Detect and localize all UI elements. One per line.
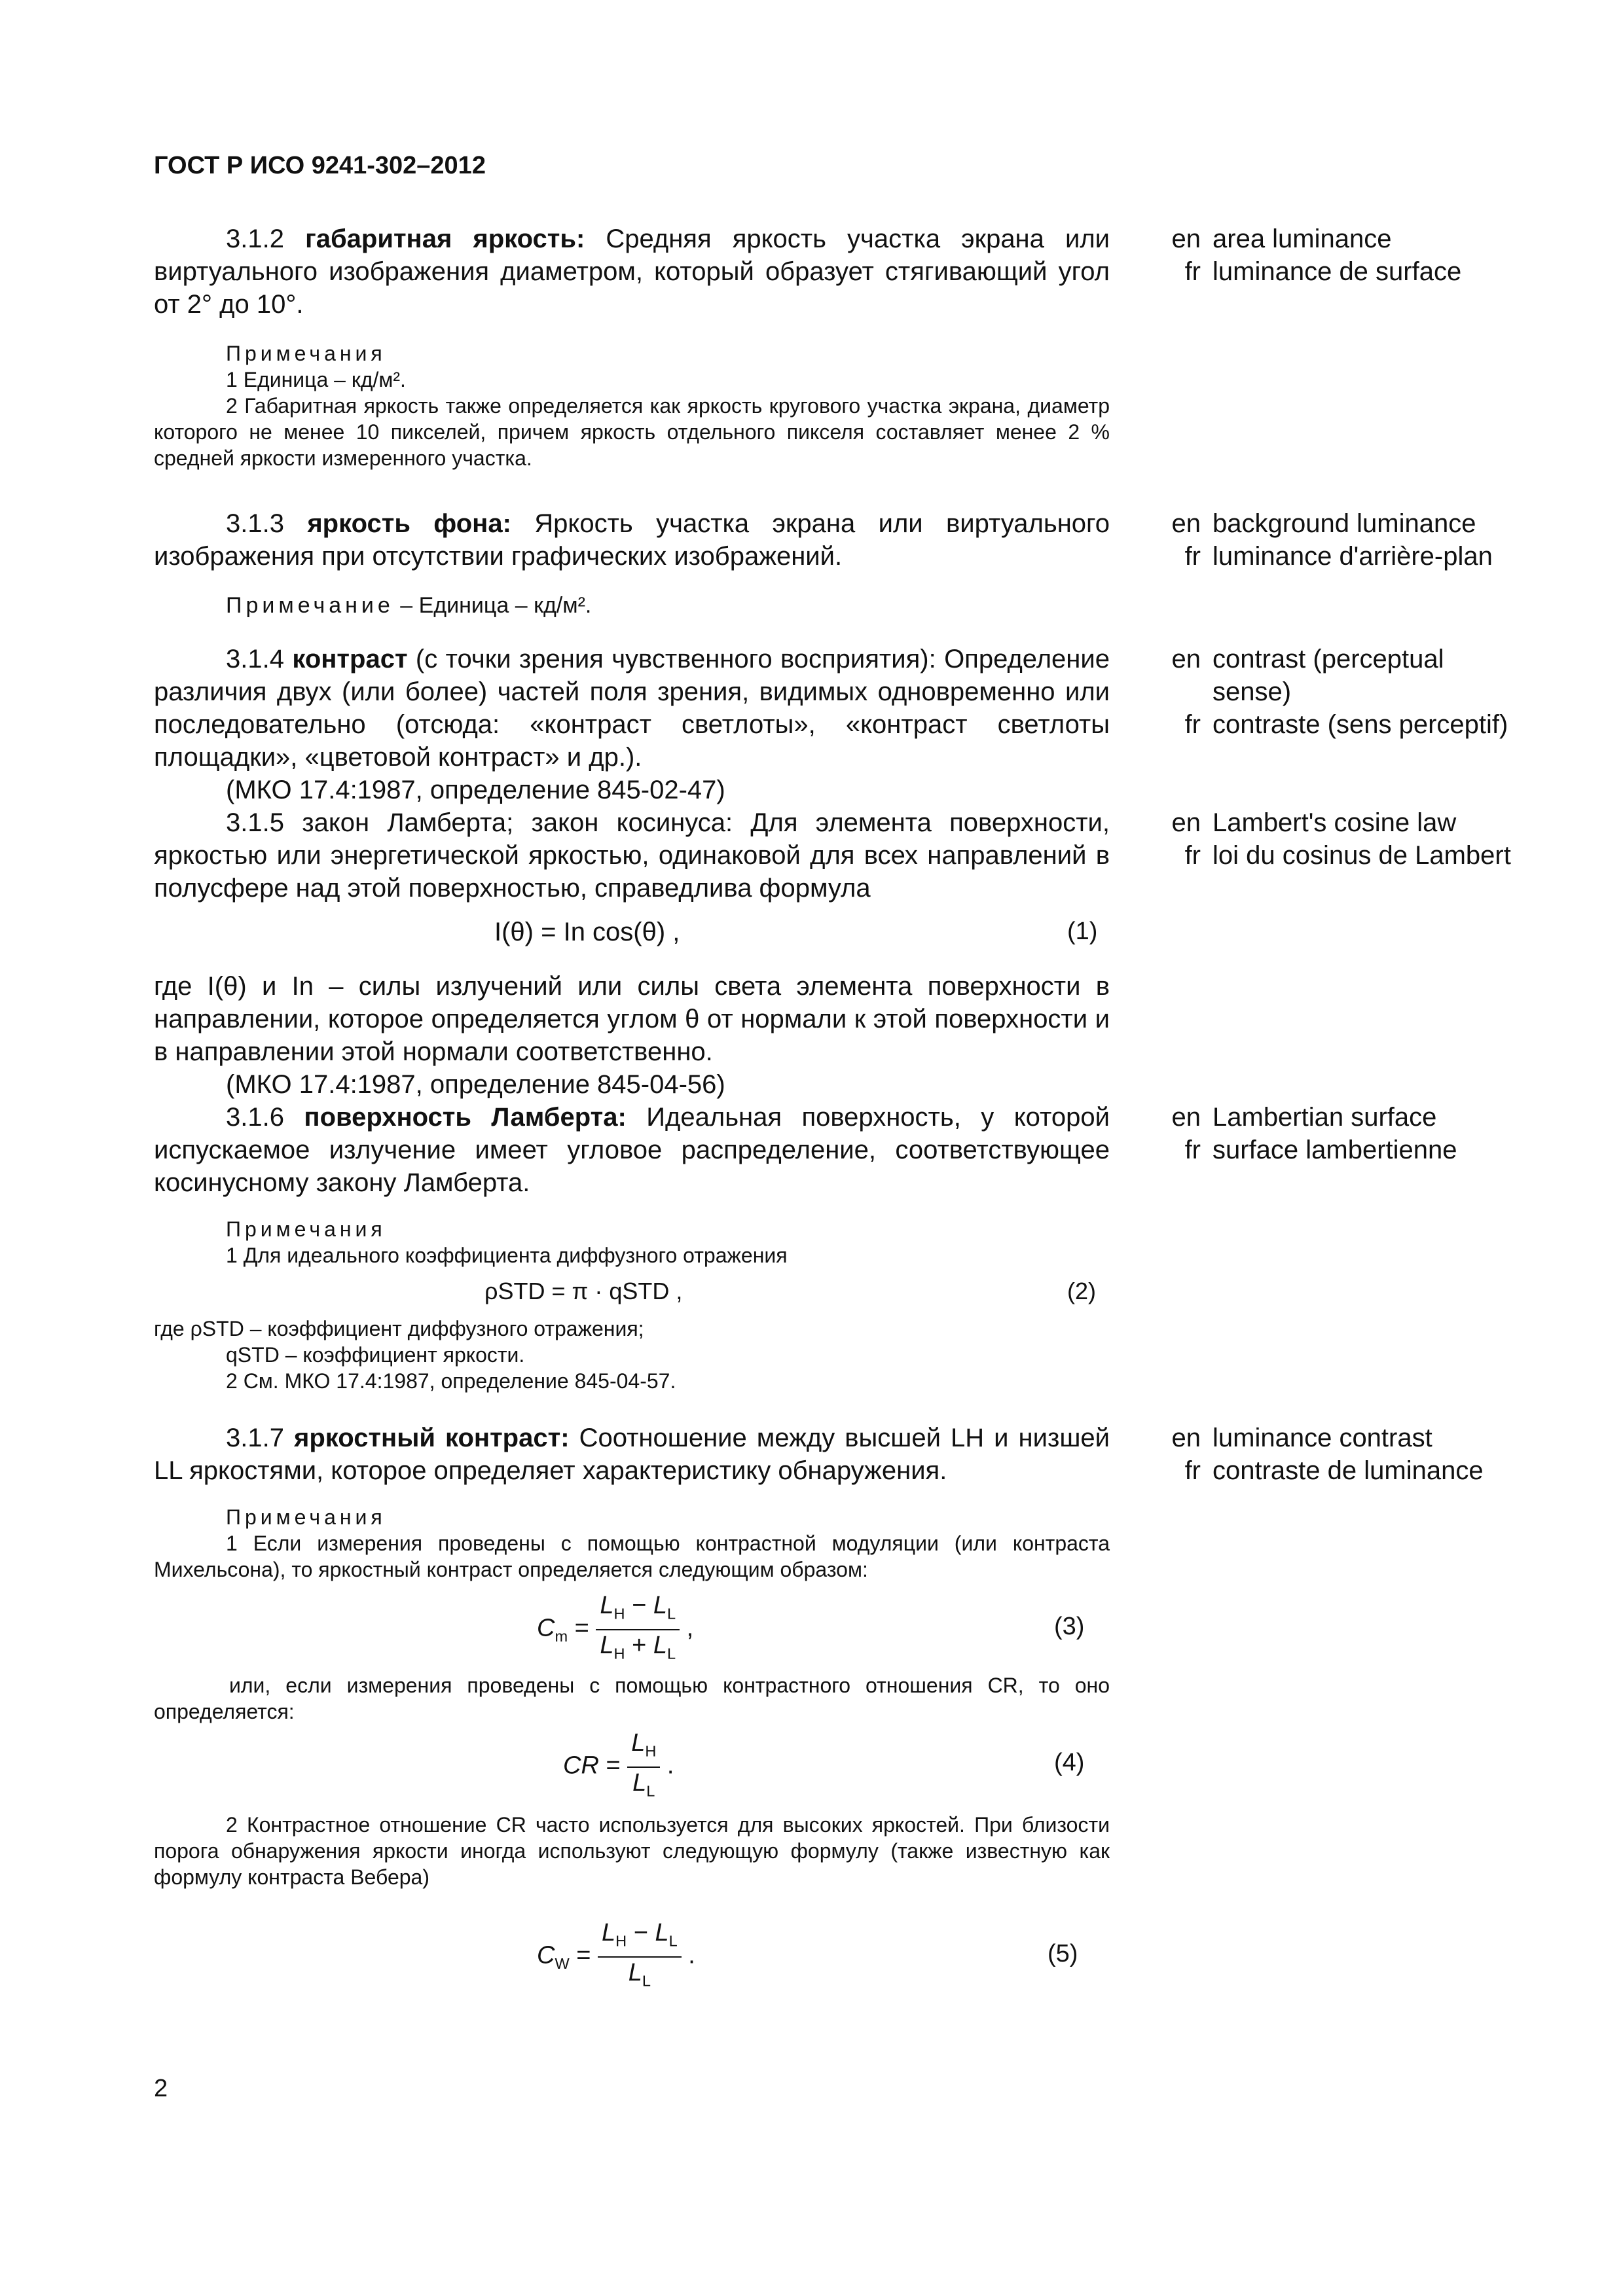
- notes-heading: Примечания: [226, 1505, 386, 1529]
- lang-en-label: en: [1171, 1103, 1201, 1132]
- notes-3-1-6: [154, 1216, 1110, 1268]
- translation-fr: surface lambertienne: [1213, 1136, 1457, 1164]
- term-title: яркостный контраст:: [294, 1424, 570, 1452]
- lang-fr-label: fr: [1184, 841, 1201, 870]
- note-text: – Единица – кд/м².: [400, 593, 592, 618]
- term-definition: Соотношение между высшей LH и низшей LL яркостями, которое определяет характеристику обнаружения.: [154, 1424, 1110, 1485]
- note-1: 1 Единица – кд/м².: [226, 368, 406, 391]
- term-definition: Яркость участка экрана или виртуального изображения при отсутствии графических изображений.: [154, 509, 1110, 571]
- lang-en-label: en: [1171, 808, 1201, 837]
- term-3-1-6: [154, 1101, 1110, 1199]
- notes-3-1-7: [154, 1504, 1110, 1583]
- notes-3-1-6-where: [154, 1316, 1110, 1394]
- term-number: 3.1.5: [226, 808, 284, 837]
- term-definition: Средняя яркость участка экрана или виртуального изображения диаметром, который образует стягивающий угол от 2° до 10°.: [154, 224, 1110, 319]
- term-title: контраст: [292, 645, 408, 673]
- lang-en-label: en: [1171, 224, 1201, 253]
- formula-5: $C_W$ = $\frac{L_H - L_L}{L_L}$ .: [537, 1919, 695, 1990]
- term-number: 3.1.6: [226, 1103, 284, 1132]
- document-header: ГОСТ Р ИСО 9241-302–2012: [154, 152, 486, 179]
- term-3-1-3: [154, 507, 1110, 573]
- lang-fr-label: fr: [1184, 1456, 1201, 1485]
- term-title: габаритная яркость:: [305, 224, 585, 253]
- formula-2: ρSTD = π · qSTD ,: [484, 1278, 683, 1304]
- translations-3-1-7: [1154, 1422, 1520, 1487]
- term-title: яркость фона:: [307, 509, 511, 538]
- notes-heading: Примечания: [226, 342, 386, 365]
- note-3-1-3: [154, 592, 1110, 619]
- note-2: 2 Контрастное отношение CR часто используется для высоких яркостей. При близости порога обнаружения яркости иногда используют следующую формулу (также известную как формулу контраста Вебера): [154, 1813, 1110, 1889]
- formula-3: $C_m$ = $\frac{L_H - L_L}{L_H + L_L}$ ,: [537, 1592, 694, 1662]
- note-1: 1 Для идеального коэффициента диффузного отражения: [226, 1244, 788, 1267]
- page-number: 2: [154, 2075, 168, 2102]
- translation-en: Lambert's cosine law: [1213, 808, 1457, 837]
- formula-5-number: (5): [1048, 1940, 1078, 1967]
- note-2-3-1-7: [154, 1812, 1110, 1890]
- lang-fr-label: fr: [1184, 542, 1201, 571]
- term-3-1-7: [154, 1422, 1110, 1487]
- translation-en: background luminance: [1213, 509, 1476, 538]
- or-text-content: или, если измерения проведены с помощью контрастного отношения CR, то оно определяется:: [154, 1674, 1110, 1723]
- formula-1-number: (1): [1067, 918, 1098, 945]
- term-number: 3.1.3: [226, 509, 284, 538]
- translations-3-1-4: [1154, 643, 1520, 741]
- notes-3-1-2: [154, 340, 1110, 471]
- translation-en: luminance contrast: [1213, 1424, 1432, 1452]
- notes-heading: Примечания: [226, 1217, 386, 1241]
- term-3-1-4: [154, 643, 1110, 806]
- formula-4: CR = $\frac{L_H}{L_L}$ .: [563, 1729, 674, 1800]
- term-number: 3.1.2: [226, 224, 284, 253]
- translations-3-1-2: [1154, 223, 1520, 288]
- translations-3-1-5: [1154, 806, 1520, 872]
- term-definition: Идеальная поверхность, у которой испускаемое излучение имеет угловое распределение, соответствующее косинусному закону Ламберта.: [154, 1103, 1110, 1197]
- term-number: 3.1.7: [226, 1424, 284, 1452]
- lang-en-label: en: [1171, 645, 1201, 673]
- where-2: qSTD – коэффициент яркости.: [226, 1343, 525, 1367]
- term-title: поверхность Ламберта:: [304, 1103, 627, 1132]
- translation-fr: luminance de surface: [1213, 257, 1462, 286]
- term-definition: закон Ламберта; закон косинуса: Для элемента поверхности, яркостью или энергетической яркостью, одинаковой для всех направлений в полусфере над этой поверхностью, справедлива формула: [154, 808, 1110, 903]
- translation-en: area luminance: [1213, 224, 1392, 253]
- formula-4-number: (4): [1054, 1749, 1085, 1776]
- where-1: где ρSTD – коэффициент диффузного отражения;: [154, 1317, 644, 1340]
- note-2: 2 См. МКО 17.4:1987, определение 845-04-57.: [226, 1369, 676, 1393]
- formula-3-number: (3): [1054, 1613, 1085, 1640]
- note-1: 1 Если измерения проведены с помощью контрастной модуляции (или контраста Михельсона), то яркостный контраст определяется следующим образом:: [154, 1532, 1110, 1581]
- translations-3-1-6: [1154, 1101, 1520, 1166]
- formula-2-number: (2): [1067, 1278, 1096, 1304]
- term-3-1-5-where: [154, 970, 1110, 1101]
- term-3-1-2: [154, 223, 1110, 321]
- translation-en: Lambertian surface: [1213, 1103, 1437, 1132]
- lang-en-label: en: [1171, 509, 1201, 538]
- term-3-1-5: [154, 806, 1110, 905]
- translation-fr: loi du cosinus de Lambert: [1213, 841, 1511, 870]
- lang-en-label: en: [1171, 1424, 1201, 1452]
- note-2: 2 Габаритная яркость также определяется как яркость кругового участка экрана, диаметр которого не менее 10 пикселей, причем яркость отдельного пикселя составляет менее 2 % средней яркости измеренного участка.: [154, 394, 1110, 470]
- formula-1: I(θ) = In cos(θ) ,: [494, 918, 680, 946]
- lang-fr-label: fr: [1184, 1136, 1201, 1164]
- term-definition: (с точки зрения чувственного восприятия): Определение различия двух (или более) частей поля зрения, видимых одновременно или последовательно (отсюда: «контраст светлоты», «контраст светлоты площадки», «цветовой контраст» и др.).: [154, 645, 1110, 772]
- where-text: где I(θ) и In – силы излучений или силы света элемента поверхности в направлении, которое определяется углом θ от нормали к этой поверхности и в направлении этой нормали соответственно.: [154, 972, 1110, 1066]
- lang-fr-label: fr: [1184, 710, 1201, 739]
- term-reference: (МКО 17.4:1987, определение 845-02-47): [226, 776, 725, 804]
- translation-en: contrast (perceptual sense): [1213, 645, 1444, 706]
- note-heading: Примечание: [226, 593, 394, 618]
- translation-fr: luminance d'arrière-plan: [1213, 542, 1493, 571]
- term-reference: (МКО 17.4:1987, определение 845-04-56): [226, 1070, 725, 1099]
- translation-fr: contraste de luminance: [1213, 1456, 1484, 1485]
- or-text: [154, 1672, 1110, 1725]
- term-number: 3.1.4: [226, 645, 284, 673]
- lang-fr-label: fr: [1184, 257, 1201, 286]
- translation-fr: contraste (sens perceptif): [1213, 710, 1508, 739]
- translations-3-1-3: [1154, 507, 1520, 573]
